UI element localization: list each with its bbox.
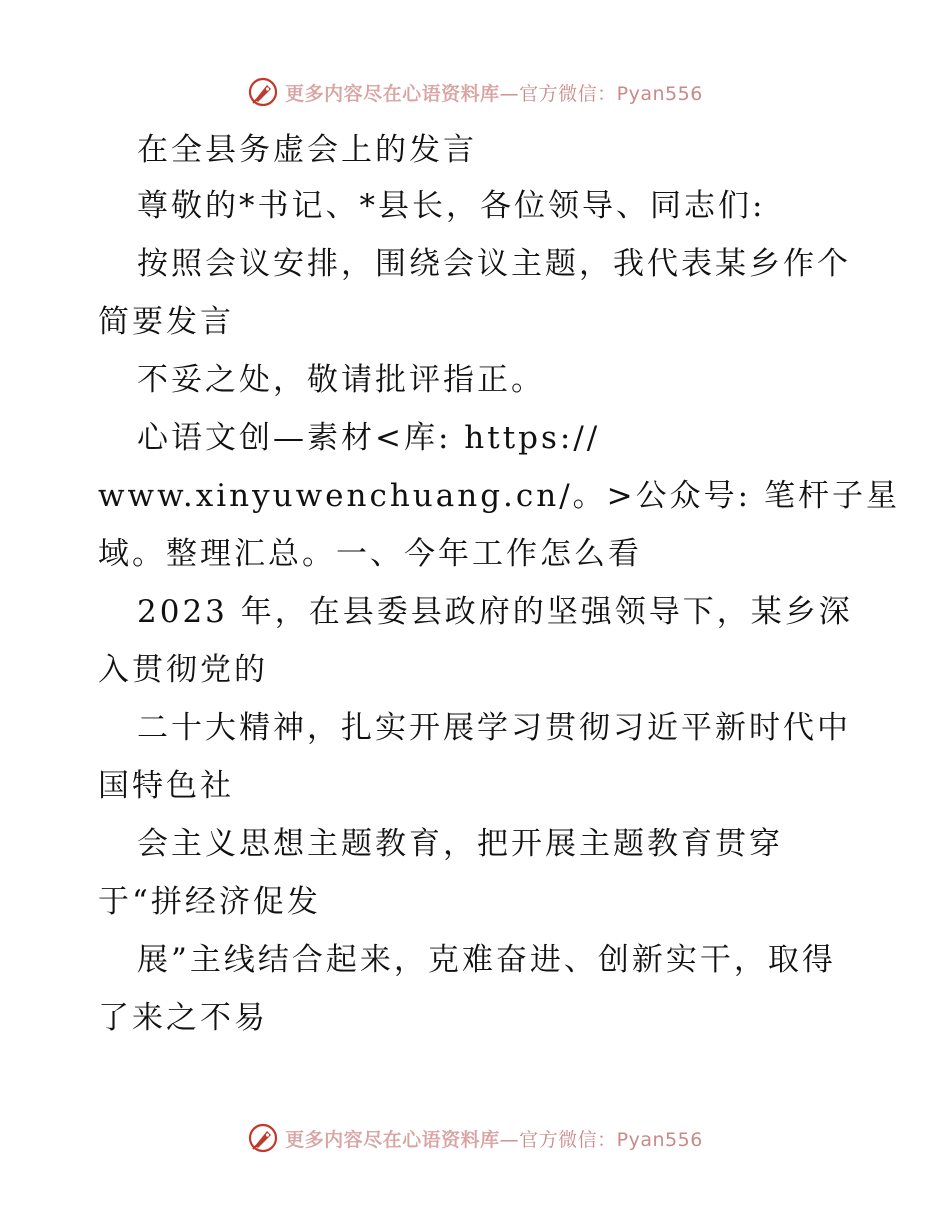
- salutation-line: 尊敬的*书记、*县长，各位领导、同志们:: [137, 188, 766, 224]
- watermark-site-text: 更多内容尽在心语资料库: [285, 1128, 500, 1151]
- watermark-separator: —: [499, 82, 520, 105]
- document-title: 在全县务虚会上的发言: [137, 132, 477, 168]
- paragraph-line: 了来之不易: [98, 1000, 268, 1036]
- paragraph-line: 于“拼经济促发: [98, 884, 321, 920]
- pen-nib-logo-icon: [247, 76, 279, 108]
- paragraph-line: 不妥之处，敬请批评指正。: [137, 362, 545, 398]
- watermark-contact-text: 官方微信：Pyan556: [519, 82, 703, 105]
- paragraph-line: 会主义思想主题教育，把开展主题教育贯穿: [137, 826, 783, 862]
- header-watermark: [0, 72, 950, 112]
- paragraph-line: 展”主线结合起来，克难奋进、创新实干，取得: [137, 942, 836, 978]
- watermark-separator: —: [499, 1128, 520, 1151]
- paragraph-line: 2023 年，在县委县政府的坚强领导下，某乡深: [137, 594, 853, 630]
- paragraph-line: 心语文创—素材<库: https://: [137, 420, 601, 456]
- paragraph-line: www.xinyuwenchuang.cn/。>公众号: 笔杆子星: [98, 478, 900, 514]
- paragraph-line: 二十大精神，扎实开展学习贯彻习近平新时代中: [137, 710, 851, 746]
- pen-nib-logo-icon: [247, 1122, 279, 1154]
- footer-watermark: [0, 1118, 950, 1158]
- paragraph-line: 简要发言: [98, 304, 234, 340]
- watermark-contact-text: 官方微信：Pyan556: [519, 1128, 703, 1151]
- paragraph-line: 按照会议安排，围绕会议主题，我代表某乡作个: [137, 246, 851, 282]
- paragraph-line: 入贯彻党的: [98, 652, 268, 688]
- watermark-site-text: 更多内容尽在心语资料库: [285, 82, 500, 105]
- paragraph-line: 国特色社: [98, 768, 234, 804]
- section-heading-line: 域。整理汇总。一、今年工作怎么看: [98, 536, 642, 572]
